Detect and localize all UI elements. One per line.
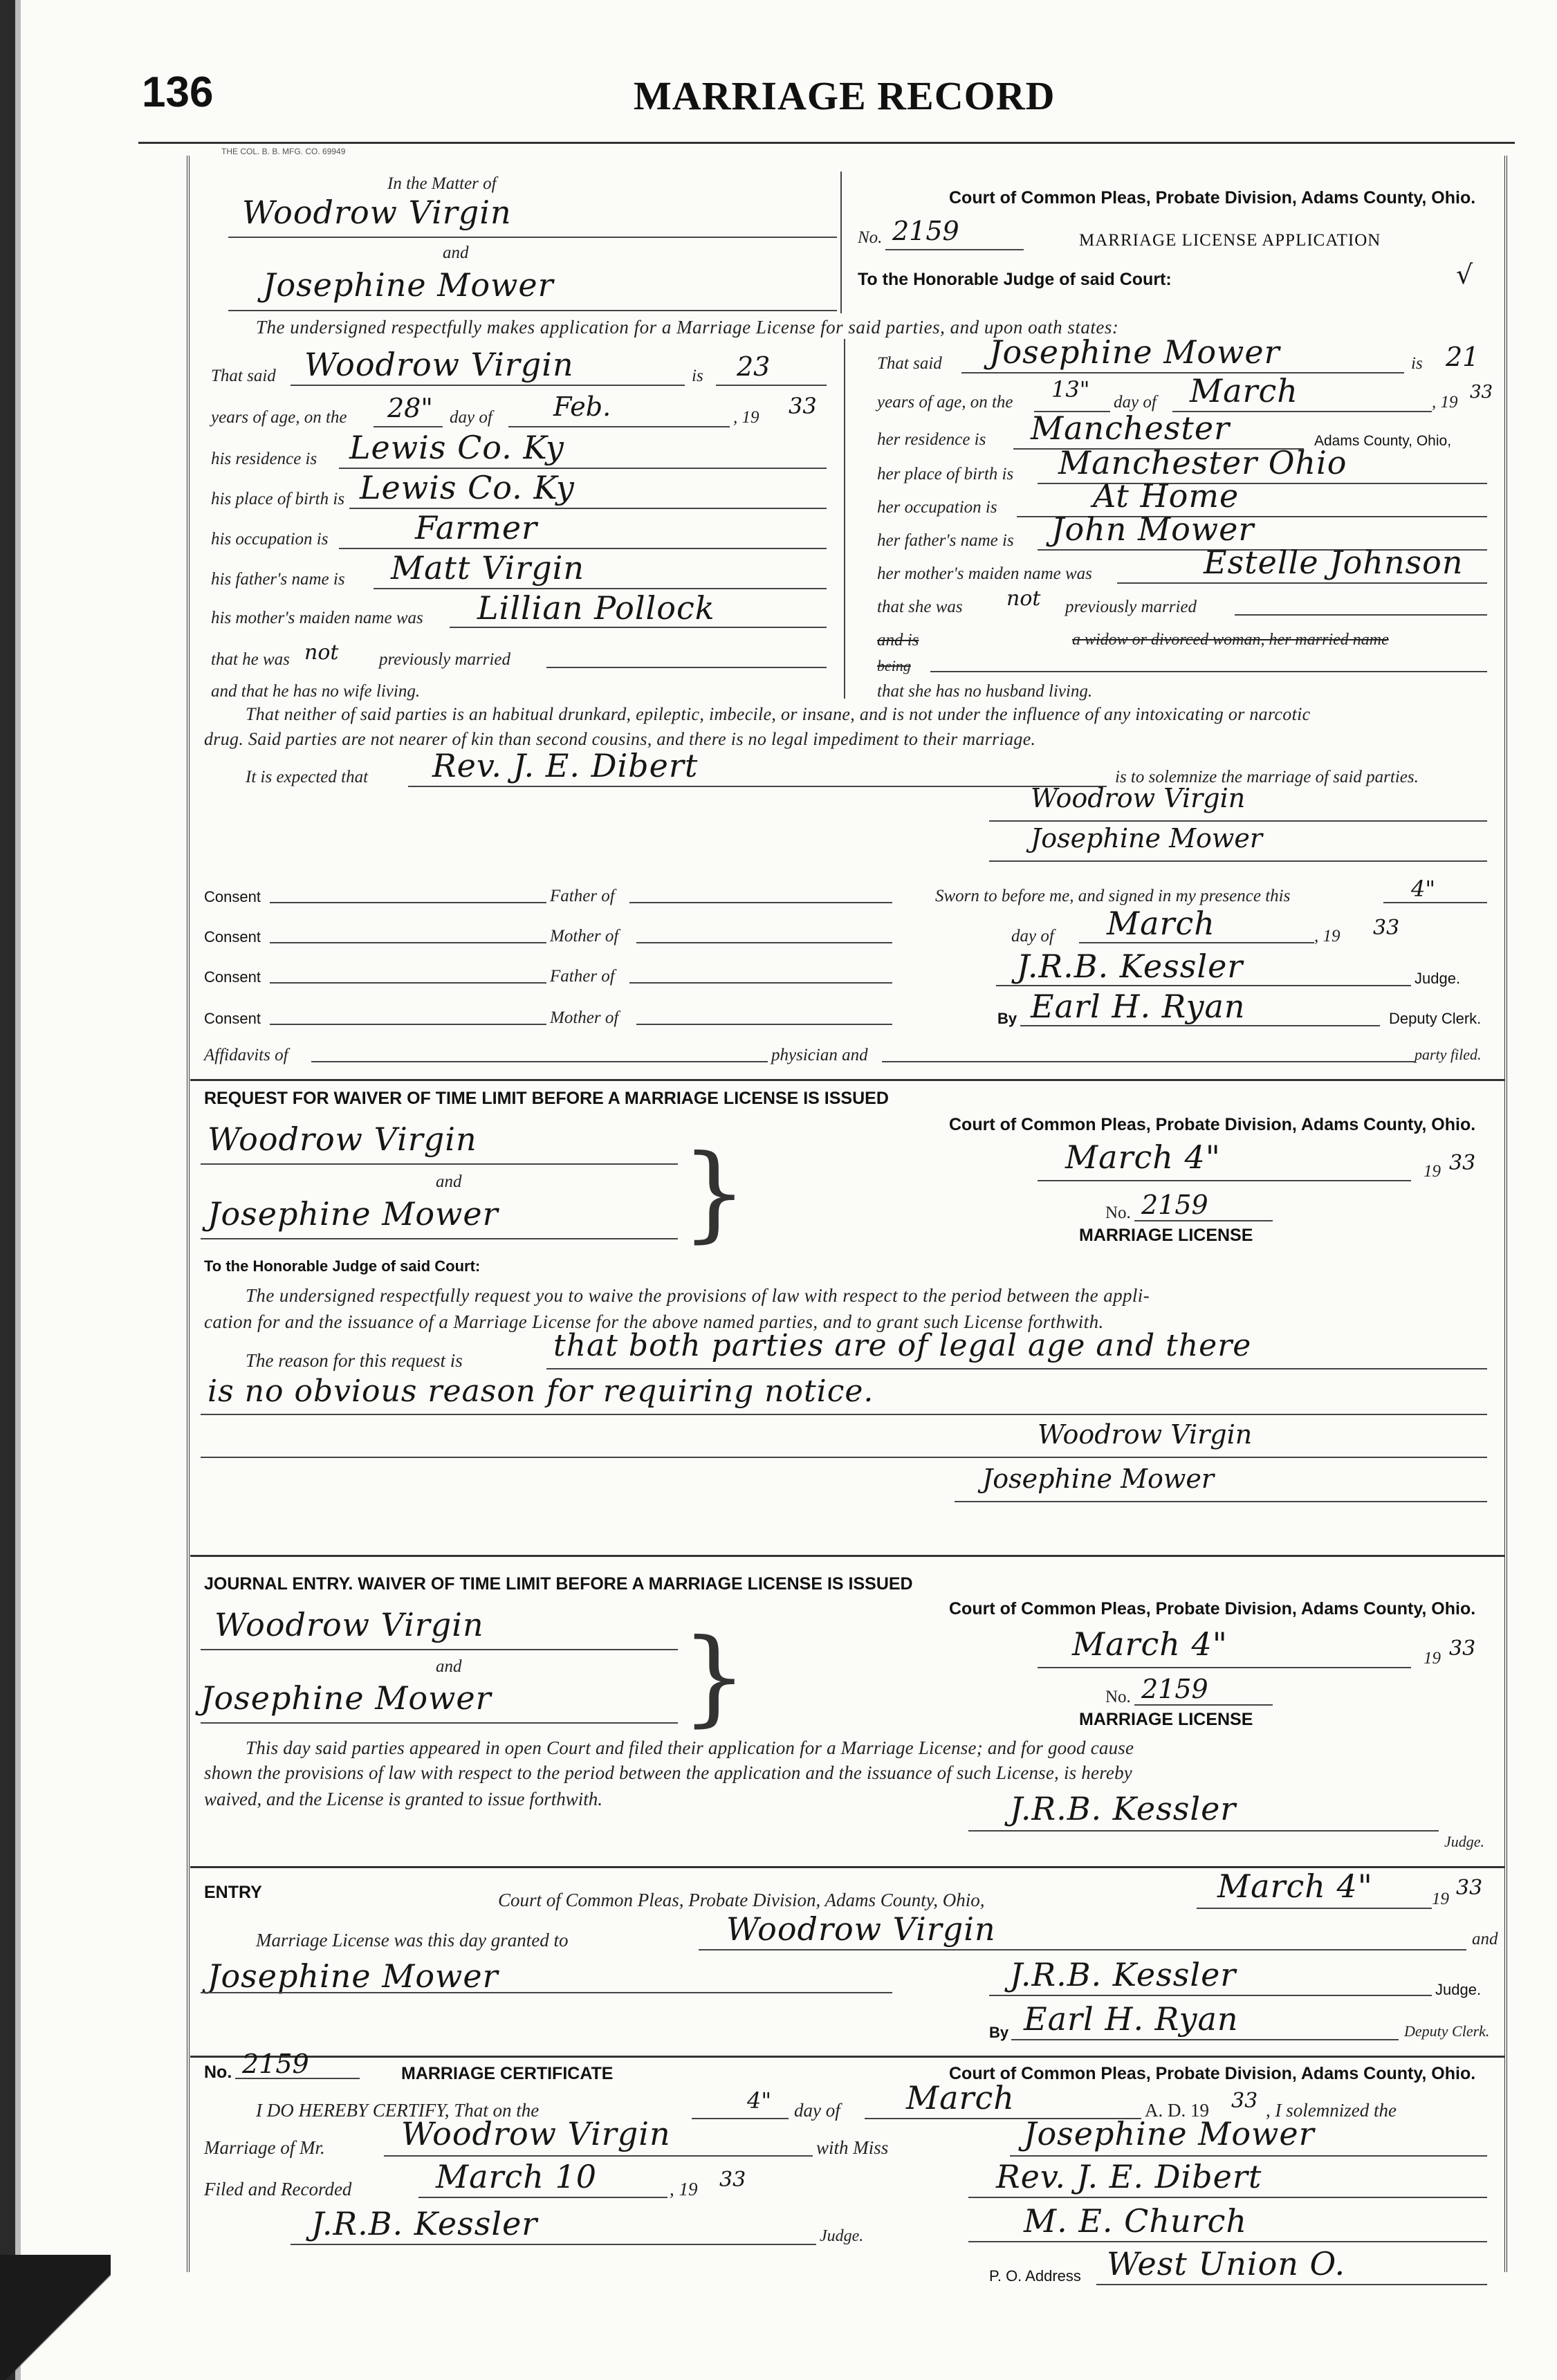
applicant-signature-bride: Josephine Mower bbox=[1031, 823, 1263, 854]
journal-bride: Josephine Mower bbox=[201, 1679, 492, 1717]
entry-judge-line bbox=[989, 1995, 1432, 1996]
frame-left bbox=[187, 156, 190, 2272]
certificate-solemnized: , I solemnized the bbox=[1266, 2100, 1397, 2121]
bride-being-field bbox=[930, 671, 1487, 672]
groom-residence: Lewis Co. Ky bbox=[349, 429, 564, 466]
entry-by-label: By bbox=[989, 2024, 1009, 2041]
certificate-groom-line bbox=[384, 2155, 813, 2157]
judge-line-1 bbox=[996, 985, 1411, 986]
certificate-officiant-line bbox=[968, 2197, 1487, 2198]
bride-age: 21 bbox=[1446, 342, 1480, 372]
application-to-judge: To the Honorable Judge of said Court: bbox=[858, 270, 1172, 289]
application-form-title: MARRIAGE LICENSE APPLICATION bbox=[1079, 231, 1381, 250]
certificate-number: 2159 bbox=[242, 2049, 309, 2079]
application-number-line bbox=[885, 249, 1024, 250]
bride-is: is bbox=[1411, 354, 1423, 373]
entry-bride: Josephine Mower bbox=[208, 1957, 499, 1995]
bride-birthplace: Manchester Ohio bbox=[1058, 444, 1347, 481]
groom-married-field bbox=[546, 667, 827, 668]
journal-no-label: No. bbox=[1105, 1688, 1131, 1706]
waiver-request-year-prefix: 19 bbox=[1424, 1162, 1441, 1181]
groom-married-value: not bbox=[304, 640, 339, 665]
consent-line-4 bbox=[270, 1024, 546, 1025]
certificate-day-of: day of bbox=[794, 2100, 840, 2121]
application-court: Court of Common Pleas, Probate Division, Adams County, Ohio. bbox=[949, 188, 1476, 207]
journal-year-prefix: 19 bbox=[1424, 1649, 1441, 1668]
waiver-signature-bride-line bbox=[955, 1501, 1487, 1502]
affidavits-label: Affidavits of bbox=[204, 1046, 288, 1064]
groom-mother-label: his mother's maiden name was bbox=[211, 609, 423, 627]
statement-line-1: That neither of said parties is an habitual drunkard, epileptic, imbecile, or insane, and is not under the influence of any intoxicating or narcotic bbox=[246, 704, 1311, 724]
bride-married-suffix: previously married bbox=[1065, 598, 1197, 616]
certificate-groom: Woodrow Virgin bbox=[401, 2115, 671, 2152]
waiver-request-groom-line bbox=[201, 1163, 678, 1165]
bride-day: 13" bbox=[1051, 376, 1090, 403]
waiver-request-text-1: The undersigned respectfully request you to waive the provisions of law with respect to the period between the appli- bbox=[246, 1285, 1150, 1306]
certificate-ad: A. D. 19 bbox=[1145, 2100, 1209, 2121]
waiver-request-number: 2159 bbox=[1141, 1190, 1208, 1220]
physician-line bbox=[882, 1061, 1415, 1062]
certificate-bride-line bbox=[1010, 2155, 1487, 2157]
physician-and: physician and bbox=[771, 1046, 868, 1064]
waiver-request-date: March 4" bbox=[1065, 1138, 1221, 1176]
entry-deputy-clerk: Deputy Clerk. bbox=[1404, 2022, 1490, 2040]
bride-married-prefix: that she was bbox=[877, 598, 963, 616]
journal-license: MARRIAGE LICENSE bbox=[1079, 1710, 1253, 1729]
journal-bride-line bbox=[201, 1722, 678, 1724]
certificate-filed-date: March 10 bbox=[436, 2158, 598, 2195]
mother-of-1: Mother of bbox=[550, 927, 619, 945]
consent-line-2 bbox=[270, 942, 546, 943]
signature-groom-line bbox=[989, 820, 1487, 822]
certificate-day: 4" bbox=[747, 2087, 772, 2114]
affidavits-line bbox=[311, 1061, 768, 1062]
certificate-with-miss: with Miss bbox=[816, 2137, 889, 2158]
binding-edge bbox=[0, 0, 15, 2380]
groom-age-field bbox=[716, 385, 827, 386]
groom-years-of-age: years of age, on the bbox=[211, 408, 347, 427]
by-label-1: By bbox=[997, 1010, 1017, 1027]
waiver-request-text-2: cation for and the issuance of a Marriage License for the above named parties, and to grant such License forthwith. bbox=[204, 1311, 1104, 1332]
bride-name-field bbox=[961, 372, 1404, 373]
journal-text-2: shown the provisions of law with respect to the period between the application and the issuance of such License, is hereby bbox=[204, 1762, 1132, 1783]
waiver-request-and: and bbox=[436, 1172, 462, 1191]
waiver-reason-1: that both parties are of legal age and there bbox=[553, 1328, 1252, 1363]
groom-residence-label: his residence is bbox=[211, 450, 317, 468]
groom-married-prefix: that he was bbox=[211, 650, 290, 669]
bride-name-heading: Josephine Mower bbox=[263, 266, 554, 304]
waiver-request-no-label: No. bbox=[1105, 1203, 1131, 1222]
certificate-marriage-of: Marriage of Mr. bbox=[204, 2137, 325, 2158]
certificate-po-line bbox=[1096, 2284, 1487, 2285]
printer-mark: THE COL. B. B. MFG. CO. 69949 bbox=[221, 147, 346, 156]
sworn-text: Sworn to before me, and signed in my presence this bbox=[935, 887, 1291, 905]
groom-mother-field bbox=[450, 627, 827, 628]
entry-court: Court of Common Pleas, Probate Division, Adams County, Ohio, bbox=[498, 1890, 985, 1910]
entry-groom: Woodrow Virgin bbox=[726, 1910, 996, 1948]
groom-name-field bbox=[291, 385, 685, 386]
groom-father-label: his father's name is bbox=[211, 570, 345, 589]
waiver-reason-line-1 bbox=[546, 1368, 1487, 1369]
waiver-request-brace: } bbox=[681, 1133, 748, 1253]
entry-clerk-signature: Earl H. Ryan bbox=[1024, 2000, 1239, 2038]
bride-years-of-age: years of age, on the bbox=[877, 393, 1013, 412]
entry-year-prefix: 19 bbox=[1432, 1890, 1449, 1908]
bride-name: Josephine Mower bbox=[989, 333, 1280, 371]
sworn-month-field bbox=[1079, 942, 1314, 943]
bride-residence: Manchester bbox=[1031, 409, 1231, 447]
bride-residence-suffix: Adams County, Ohio, bbox=[1314, 433, 1452, 449]
groom-name-line bbox=[228, 237, 837, 238]
groom-mother: Lillian Pollock bbox=[477, 589, 715, 627]
father-of-line-1 bbox=[629, 902, 892, 903]
consent-label-3: Consent bbox=[204, 968, 261, 986]
groom-birthplace-label: his place of birth is bbox=[211, 490, 345, 508]
sworn-day: 4" bbox=[1411, 876, 1436, 902]
sworn-day-of: day of bbox=[1011, 927, 1054, 945]
bride-married-field bbox=[1235, 614, 1487, 616]
bride-month: March bbox=[1190, 372, 1298, 409]
binding-shadow bbox=[0, 2255, 111, 2380]
certificate-court: Court of Common Pleas, Probate Division, Adams County, Ohio. bbox=[949, 2064, 1476, 2083]
bride-married-value: not bbox=[1006, 587, 1041, 611]
waiver-signature-groom: Woodrow Virgin bbox=[1038, 1419, 1253, 1450]
binding-edge-light bbox=[15, 0, 21, 2380]
consent-label-2: Consent bbox=[204, 928, 261, 945]
frame-right bbox=[1504, 156, 1507, 2272]
certificate-year: 33 bbox=[1231, 2089, 1258, 2113]
journal-groom-line bbox=[201, 1649, 678, 1650]
entry-date-line bbox=[1197, 1908, 1432, 1909]
section-rule-1 bbox=[190, 1079, 1504, 1081]
groom-name-heading: Woodrow Virgin bbox=[242, 194, 512, 231]
judge-label-1: Judge. bbox=[1415, 970, 1461, 987]
waiver-request-bride: Josephine Mower bbox=[208, 1195, 499, 1233]
bride-father: John Mower bbox=[1051, 510, 1255, 548]
page-number: 136 bbox=[142, 68, 214, 116]
waiver-request-groom: Woodrow Virgin bbox=[208, 1120, 477, 1158]
entry-date: March 4" bbox=[1217, 1867, 1373, 1905]
entry-and: and bbox=[1472, 1930, 1498, 1948]
waiver-request-year: 33 bbox=[1449, 1151, 1476, 1175]
certificate-certify: I DO HEREBY CERTIFY, That on the bbox=[256, 2100, 540, 2121]
certificate-month: March bbox=[906, 2079, 1015, 2116]
certificate-po-label: P. O. Address bbox=[989, 2267, 1081, 2285]
consent-label-4: Consent bbox=[204, 1010, 261, 1027]
mother-of-line-1 bbox=[636, 942, 892, 943]
journal-date: March 4" bbox=[1072, 1625, 1228, 1663]
certificate-day-line bbox=[692, 2118, 789, 2119]
groom-married-suffix: previously married bbox=[379, 650, 511, 669]
sworn-year: 33 bbox=[1373, 916, 1400, 940]
father-of-2: Father of bbox=[550, 967, 615, 986]
groom-wife-living: and that he has no wife living. bbox=[211, 682, 421, 701]
bride-day-of: day of bbox=[1114, 393, 1157, 412]
header-rule bbox=[138, 142, 1515, 144]
certificate-heading: MARRIAGE CERTIFICATE bbox=[401, 2064, 614, 2083]
certificate-no-label: No. bbox=[204, 2063, 232, 2082]
officiant-name: Rev. J. E. Dibert bbox=[432, 747, 699, 784]
bride-mother-label: her mother's maiden name was bbox=[877, 564, 1092, 583]
bride-year-prefix: , 19 bbox=[1432, 393, 1458, 412]
certificate-judge-line bbox=[291, 2244, 816, 2245]
bride-mother-field bbox=[1117, 582, 1487, 584]
sworn-day-field bbox=[1383, 902, 1487, 903]
journal-court: Court of Common Pleas, Probate Division, Adams County, Ohio. bbox=[949, 1599, 1476, 1618]
certificate-filed-year: 33 bbox=[719, 2168, 746, 2192]
waiver-request-date-line bbox=[1038, 1180, 1411, 1181]
entry-clerk-line bbox=[1011, 2039, 1399, 2040]
journal-number: 2159 bbox=[1141, 1674, 1208, 1704]
consent-label-1: Consent bbox=[204, 888, 261, 905]
application-number: 2159 bbox=[892, 216, 959, 246]
bride-husband-living: that she has no husband living. bbox=[877, 682, 1093, 701]
bride-being: being bbox=[877, 657, 911, 674]
entry-judge-signature: J.R.B. Kessler bbox=[1010, 1956, 1237, 1993]
bride-name-line bbox=[228, 310, 837, 311]
groom-age: 23 bbox=[737, 351, 771, 382]
matter-divider bbox=[840, 172, 842, 313]
journal-and: and bbox=[436, 1657, 462, 1676]
officiant-field bbox=[408, 786, 1107, 787]
waiver-request-to-judge: To the Honorable Judge of said Court: bbox=[204, 1257, 481, 1275]
waiver-signature-groom-line bbox=[201, 1457, 1487, 1458]
certificate-filed-year-prefix: , 19 bbox=[670, 2179, 698, 2199]
party-filed: party filed. bbox=[1415, 1046, 1482, 1063]
groom-birthplace: Lewis Co. Ky bbox=[360, 469, 575, 506]
groom-year-prefix: , 19 bbox=[733, 408, 759, 427]
groom-occupation: Farmer bbox=[415, 509, 538, 546]
certificate-filed-line bbox=[418, 2197, 667, 2198]
journal-judge-label: Judge. bbox=[1444, 1833, 1485, 1850]
journal-year: 33 bbox=[1449, 1636, 1476, 1661]
groom-is: is bbox=[692, 367, 703, 385]
bride-year: 33 bbox=[1470, 382, 1493, 403]
father-of-line-2 bbox=[629, 982, 892, 984]
father-of-1: Father of bbox=[550, 887, 615, 905]
waiver-reason-line-2 bbox=[201, 1414, 1487, 1415]
bride-residence-label: her residence is bbox=[877, 430, 986, 449]
consent-line-1 bbox=[270, 902, 546, 903]
certificate-judge-signature: J.R.B. Kessler bbox=[311, 2205, 538, 2242]
entry-bride-line bbox=[201, 1992, 892, 1993]
groom-name: Woodrow Virgin bbox=[304, 346, 574, 383]
mother-of-line-2 bbox=[636, 1024, 892, 1025]
groom-month: Feb. bbox=[553, 391, 611, 422]
record-title: MARRIAGE RECORD bbox=[634, 73, 1056, 118]
groom-occupation-label: his occupation is bbox=[211, 530, 329, 548]
groom-day: 28" bbox=[387, 393, 433, 423]
journal-text-1: This day said parties appeared in open Court and filed their application for a Marriage License; and for good cause bbox=[246, 1737, 1134, 1758]
bride-that-said: That said bbox=[877, 354, 942, 373]
expected-prefix: It is expected that bbox=[246, 768, 369, 786]
check-mark: √ bbox=[1456, 259, 1473, 290]
application-no-label: No. bbox=[858, 228, 883, 247]
journal-judge-signature: J.R.B. Kessler bbox=[1010, 1790, 1237, 1827]
journal-groom: Woodrow Virgin bbox=[214, 1606, 484, 1643]
entry-heading: ENTRY bbox=[204, 1883, 262, 1902]
groom-year: 33 bbox=[789, 393, 817, 419]
groom-month-field bbox=[508, 426, 730, 427]
statement-line-2: drug. Said parties are not nearer of kin than second cousins, and there is no legal impediment to their marriage. bbox=[204, 729, 1036, 749]
sworn-year-prefix: , 19 bbox=[1314, 927, 1341, 945]
bride-and-is: and is bbox=[877, 631, 919, 649]
bride-occupation: At Home bbox=[1093, 477, 1240, 515]
journal-date-line bbox=[1038, 1667, 1411, 1668]
bride-birthplace-label: her place of birth is bbox=[877, 465, 1014, 483]
bride-widow-text: a widow or divorced woman, her married name bbox=[1072, 631, 1389, 649]
groom-that-said: That said bbox=[211, 367, 276, 385]
certificate-officiant-signature: Rev. J. E. Dibert bbox=[996, 2158, 1262, 2195]
waiver-signature-bride: Josephine Mower bbox=[982, 1464, 1215, 1494]
entry-groom-line bbox=[699, 1949, 1466, 1950]
certificate-church-line bbox=[968, 2241, 1487, 2242]
entry-granted: Marriage License was this day granted to bbox=[256, 1930, 569, 1950]
and-label: and bbox=[443, 243, 469, 262]
in-matter-of: In the Matter of bbox=[387, 174, 497, 193]
waiver-reason-2: is no obvious reason for requiring notice. bbox=[208, 1374, 874, 1409]
expected-suffix: is to solemnize the marriage of said parties. bbox=[1115, 768, 1419, 786]
entry-year: 33 bbox=[1456, 1876, 1483, 1900]
signature-bride-line bbox=[989, 860, 1487, 862]
groom-day-field bbox=[374, 426, 443, 427]
waiver-request-license: MARRIAGE LICENSE bbox=[1079, 1226, 1253, 1245]
journal-text-3: waived, and the License is granted to issue forthwith. bbox=[204, 1789, 602, 1809]
bride-father-label: her father's name is bbox=[877, 531, 1014, 550]
consent-line-3 bbox=[270, 982, 546, 984]
entry-judge-label: Judge. bbox=[1435, 1981, 1482, 1998]
waiver-request-bride-line bbox=[201, 1238, 678, 1239]
applicant-signature-groom: Woodrow Virgin bbox=[1031, 783, 1246, 813]
groom-day-of: day of bbox=[450, 408, 492, 427]
certificate-po-address: West Union O. bbox=[1107, 2245, 1346, 2282]
certificate-church: M. E. Church bbox=[1024, 2202, 1247, 2240]
mother-of-2: Mother of bbox=[550, 1008, 619, 1027]
application-intro: The undersigned respectfully makes application for a Marriage License for said parties, and upon oath states: bbox=[256, 317, 1119, 338]
certificate-number-line bbox=[235, 2078, 360, 2079]
waiver-request-heading: REQUEST FOR WAIVER OF TIME LIMIT BEFORE A MARRIAGE LICENSE IS ISSUED bbox=[204, 1089, 889, 1108]
certificate-bride: Josephine Mower bbox=[1024, 2115, 1315, 2152]
waiver-request-court: Court of Common Pleas, Probate Division, Adams County, Ohio. bbox=[949, 1115, 1476, 1134]
bride-mother: Estelle Johnson bbox=[1204, 544, 1464, 581]
journal-number-line bbox=[1134, 1704, 1273, 1706]
deputy-clerk-1: Deputy Clerk. bbox=[1389, 1010, 1482, 1027]
certificate-filed-label: Filed and Recorded bbox=[204, 2179, 352, 2199]
clerk-signature-1: Earl H. Ryan bbox=[1031, 988, 1246, 1025]
journal-brace: } bbox=[681, 1617, 748, 1737]
judge-signature-1: J.R.B. Kessler bbox=[1017, 948, 1244, 985]
journal-judge-line bbox=[968, 1830, 1439, 1832]
sworn-month: March bbox=[1107, 905, 1215, 942]
journal-heading: JOURNAL ENTRY. WAIVER OF TIME LIMIT BEFORE A MARRIAGE LICENSE IS ISSUED bbox=[204, 1574, 913, 1594]
section-rule-2 bbox=[190, 1555, 1504, 1557]
section-rule-4 bbox=[190, 2056, 1504, 2058]
waiver-reason-label: The reason for this request is bbox=[246, 1350, 463, 1371]
column-divider bbox=[844, 339, 845, 699]
certificate-judge-label: Judge. bbox=[820, 2227, 864, 2245]
clerk-line-1 bbox=[1020, 1025, 1380, 1026]
groom-father: Matt Virgin bbox=[391, 549, 585, 587]
bride-occupation-label: her occupation is bbox=[877, 498, 997, 517]
waiver-request-number-line bbox=[1134, 1220, 1273, 1221]
